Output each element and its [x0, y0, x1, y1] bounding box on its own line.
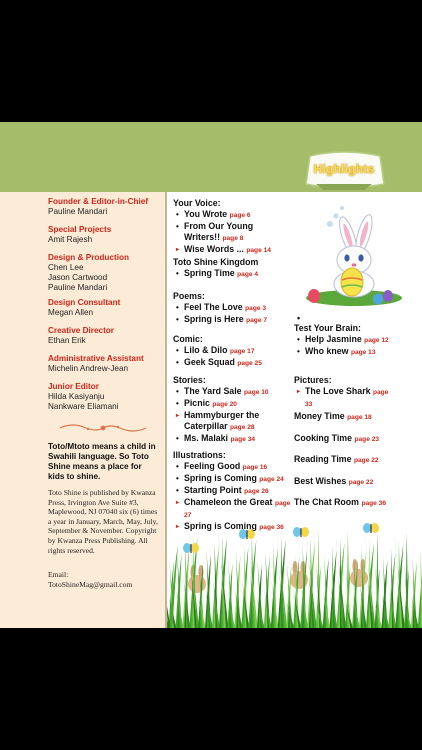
publisher-info: Toto Shine is published by Kwanza Press, Irvington Ave Suite #3, Maplewood, NJ 07040 six (6) times a year in January, March, May, July, September & November. Copyright by Kwanza Press Publishing. All rights reserved.: [48, 488, 158, 555]
toc-item-title: The Chat Room: [294, 497, 359, 507]
toc-item-list: [173, 268, 291, 280]
dot-bullet-icon: •: [297, 347, 300, 356]
toc-item-title: Ms. Malaki: [184, 433, 229, 443]
butterfly-icon: [183, 543, 199, 553]
toc-item-page: page 36: [361, 500, 387, 507]
toc-section-heading: Stories:: [173, 375, 206, 385]
toc-item-title: Who knew: [305, 346, 349, 356]
masthead-name: Pauline Mandari: [48, 207, 108, 216]
toc-section-heading: Illustrations:: [173, 450, 226, 460]
email-block: [48, 570, 160, 589]
toc-item[interactable]: [294, 386, 394, 410]
toc-section-heading: Your Voice:: [173, 198, 221, 208]
masthead-entry: [48, 326, 164, 346]
toc-item-title: Lilo & Dilo: [184, 345, 228, 355]
masthead-role: Design Consultant: [48, 298, 121, 307]
dot-bullet-icon: •: [176, 346, 179, 355]
dot-bullet-icon: •: [176, 358, 179, 367]
email-label: Email:: [48, 570, 69, 579]
masthead-name: Jason Cartwood: [48, 273, 108, 282]
toc-item[interactable]: [173, 386, 291, 398]
toc-item[interactable]: [294, 411, 404, 423]
toc-item[interactable]: [173, 461, 291, 473]
toc-item-page: page 20: [212, 401, 237, 408]
toc-item-page: page 27: [184, 500, 291, 519]
toc-item-list: [294, 386, 394, 410]
toc-section-heading: Test Your Brain:: [294, 323, 361, 333]
masthead-entry: [48, 382, 164, 412]
masthead-name: Michelin Andrew-Jean: [48, 364, 129, 373]
masthead-role: Design & Production: [48, 253, 129, 262]
dot-bullet-icon: •: [176, 462, 179, 471]
toc-item[interactable]: [173, 244, 291, 256]
toc-item-page: page 10: [244, 389, 269, 396]
dot-bullet-icon: •: [176, 399, 179, 408]
toc-item[interactable]: [173, 209, 291, 221]
toc-item-list: [173, 461, 291, 533]
toc-item-page: page 26: [244, 488, 269, 495]
dot-bullet-icon: •: [176, 387, 179, 396]
toc-item-page: page 16: [242, 464, 268, 471]
toc-item[interactable]: [294, 497, 404, 509]
toc-item-page: page 18: [347, 414, 372, 421]
masthead-name: Chen Lee: [48, 263, 84, 272]
toc-section: [173, 198, 291, 256]
ornament-divider-icon: [58, 422, 148, 434]
toc-item[interactable]: [294, 334, 394, 346]
toc-item-page: page 28: [229, 424, 255, 431]
toc-section: [294, 323, 394, 358]
toc-item-page: page 6: [229, 212, 251, 219]
toc-item-list: [173, 345, 291, 369]
masthead-name: Pauline Mandari: [48, 283, 108, 292]
arrow-bullet-icon: ▸: [176, 500, 180, 506]
magazine-page: [0, 122, 422, 628]
toc-item-title: Geek Squad: [184, 357, 235, 367]
toc-item-title: Feeling Good: [184, 461, 241, 471]
butterfly-icon: [293, 527, 309, 537]
dot-bullet-icon: •: [297, 335, 300, 344]
toc-item-title: Reading Time: [294, 454, 352, 464]
toc-item-title: Spring is Here: [184, 314, 244, 324]
masthead-name: Megan Allen: [48, 308, 94, 317]
masthead-role: Creative Director: [48, 326, 114, 335]
arrow-bullet-icon: ▸: [176, 413, 180, 419]
toc-item-page: page 24: [259, 476, 284, 483]
dot-bullet-icon: •: [176, 315, 179, 324]
toc-item-page: page 17: [229, 348, 255, 355]
toc-section-heading: Poems:: [173, 291, 205, 301]
arrow-bullet-icon: ▸: [176, 247, 180, 253]
toc-item-page: page 12: [364, 337, 389, 344]
toc-section: [173, 291, 291, 326]
toc-item-page: page 7: [246, 317, 267, 324]
toc-item-page: page 33: [305, 389, 389, 408]
empty-bullet-icon: •: [297, 313, 301, 323]
toc-item[interactable]: [294, 346, 394, 358]
masthead-role: Junior Editor: [48, 382, 99, 391]
toc-item[interactable]: [173, 521, 291, 533]
toc-item-page: page 14: [246, 247, 271, 254]
toc-item-title: Feel The Love: [184, 302, 243, 312]
masthead-entry: [48, 197, 164, 217]
bunny-figure-icon: [188, 565, 206, 593]
toc-section-heading: Toto Shine Kingdom: [173, 257, 259, 267]
toc-item-page: page 25: [237, 360, 262, 367]
toc-item[interactable]: [173, 410, 291, 433]
toc-item-list: [294, 334, 394, 358]
toc-item-title: Spring is Coming: [184, 473, 257, 483]
masthead-name: Nankware Eliamani: [48, 402, 119, 411]
toc-item-page: page 34: [230, 436, 256, 443]
masthead-name: Amit Rajesh: [48, 235, 93, 244]
tagline-text: Toto/Mtoto means a child in Swahili language. So Toto Shine means a place for kids to shine.: [48, 442, 156, 481]
toc-item[interactable]: [173, 357, 291, 369]
toc-item-page: page 13: [350, 349, 376, 356]
toc-item-title: The Love Shark: [305, 386, 371, 396]
toc-section: [294, 375, 394, 410]
masthead-entry: [48, 298, 164, 318]
toc-item-title: Hammyburger the Caterpillar: [184, 410, 260, 431]
toc-item[interactable]: [294, 454, 404, 466]
toc-item[interactable]: [294, 476, 404, 488]
toc-item-title: Cooking Time: [294, 433, 353, 443]
dot-bullet-icon: •: [176, 210, 179, 219]
toc-item[interactable]: [173, 398, 291, 410]
toc-item[interactable]: [173, 314, 291, 326]
toc-item[interactable]: [173, 268, 291, 280]
toc-item-page: page 23: [354, 436, 380, 443]
toc-item-title: Spring Time: [184, 268, 235, 278]
toc-item-page: page 22: [348, 479, 374, 486]
toc-item[interactable]: [173, 485, 291, 497]
toc-item-page: page 22: [353, 457, 379, 464]
toc-item[interactable]: [294, 433, 404, 445]
arrow-bullet-icon: ▸: [176, 524, 180, 530]
toc-item-title: Money Time: [294, 411, 345, 421]
toc-item-title: Wise Words ...: [184, 244, 244, 254]
toc-item-title: You Wrote: [184, 209, 228, 219]
arrow-bullet-icon: ▸: [297, 389, 301, 395]
dot-bullet-icon: •: [176, 303, 179, 312]
dot-bullet-icon: •: [176, 269, 179, 278]
toc-section: [173, 257, 291, 280]
toc-item-page: page 8: [222, 235, 244, 242]
toc-item[interactable]: [173, 221, 291, 244]
butterfly-icon: [363, 523, 379, 533]
toc-item-title: Spring is Coming: [184, 521, 257, 531]
masthead-role: Administrative Assistant: [48, 354, 144, 363]
toc-item-page: page 36: [259, 524, 284, 531]
easter-bunny-icon: [292, 198, 404, 310]
masthead-entry: [48, 253, 164, 293]
toc-item-title: The Yard Sale: [184, 386, 242, 396]
toc-item-title: Help Jasmine: [305, 334, 362, 344]
toc-item-page: page 4: [237, 271, 259, 278]
toc-item-page: page 3: [245, 305, 267, 312]
highlights-title: Highlights: [313, 162, 375, 176]
toc-item-title: Starting Point: [184, 485, 242, 495]
dot-bullet-icon: •: [176, 486, 179, 495]
toc-section-heading: Pictures:: [294, 375, 332, 385]
masthead-role: Founder & Editor-in-Chief: [48, 197, 149, 206]
toc-item[interactable]: [173, 497, 291, 521]
toc-item-list: [173, 209, 291, 256]
grass-icon: [167, 522, 422, 628]
toc-item-title: Best Wishes: [294, 476, 347, 486]
dot-bullet-icon: •: [176, 474, 179, 483]
dot-bullet-icon: •: [176, 222, 179, 231]
dot-bullet-icon: •: [176, 434, 179, 443]
masthead-name: Hilda Kasiyanju: [48, 392, 105, 401]
toc-item-list: [173, 302, 291, 326]
toc-item-list: [173, 386, 291, 445]
masthead-entry: [48, 225, 164, 245]
masthead-role: Special Projects: [48, 225, 112, 234]
toc-item[interactable]: [173, 433, 291, 445]
masthead-name: Ethan Erik: [48, 336, 86, 345]
toc-item-title: From Our Young Writers!!: [184, 221, 254, 242]
toc-item[interactable]: [173, 345, 291, 357]
toc-item[interactable]: [173, 302, 291, 314]
toc-section: [173, 334, 291, 369]
masthead-entry: [48, 354, 164, 374]
email-address: TotoShineMag@gmail.com: [48, 579, 133, 589]
toc-section: [173, 450, 291, 533]
toc-item-title: Picnic: [184, 398, 210, 408]
toc-item-title: Chameleon the Great: [184, 497, 273, 507]
toc-section-heading: Comic:: [173, 334, 203, 344]
toc-section: [173, 375, 291, 445]
toc-item[interactable]: [173, 473, 291, 485]
